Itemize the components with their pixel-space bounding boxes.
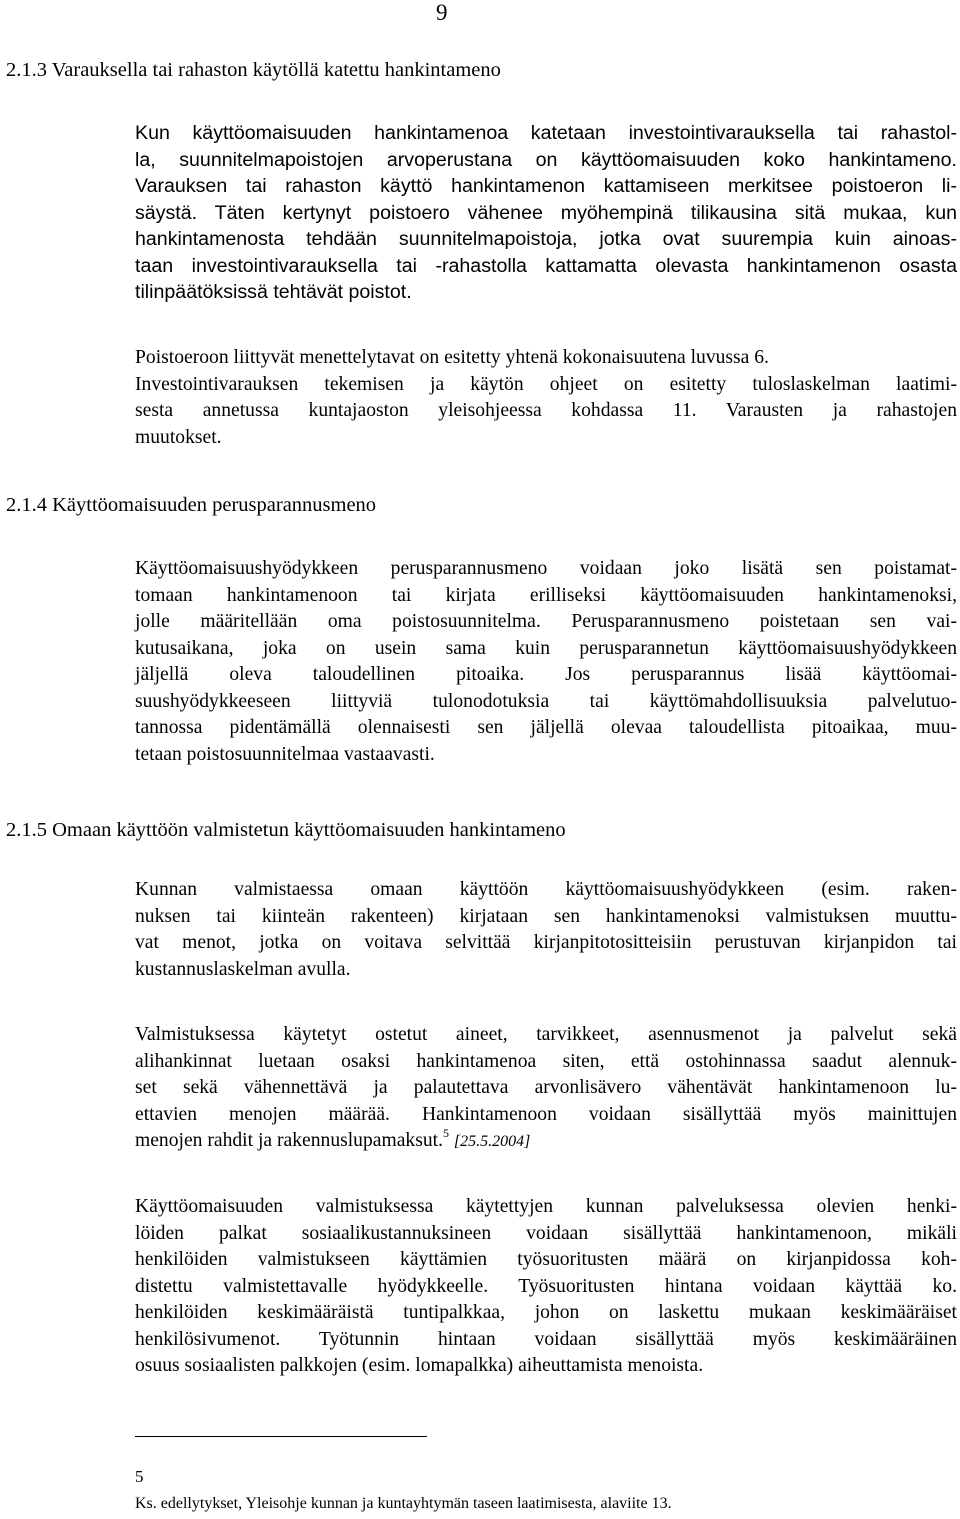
text-line: suushyödykkeeseen liittyviä tulonodotuksia tai käyttömahdollisuuksia palvelutuo- xyxy=(135,690,957,712)
text-line: jolle määritellään oma poistosuunnitelma. Perusparannusmeno poistetaan sen vai- xyxy=(135,611,957,632)
text-line: distettu valmistettavalle hyödykkeelle. Työsuoritusten hintana voidaan käyttää ko. xyxy=(135,1275,957,1297)
text-line: sesta annetussa kuntajaoston yleisohjeessa kohdassa 11. Varausten ja rahastojen xyxy=(135,400,957,421)
text-line: Valmistuksessa käytetyt ostetut aineet, tarvikkeet, asennusmenot ja palvelut sekä xyxy=(135,1024,957,1045)
text-line: jäljellä oleva taloudellinen pitoaika. Jos perusparannus lisää käyttöomai- xyxy=(135,664,957,685)
text-line: Investointivarauksen tekemisen ja käytön ohjeet on esitetty tuloslaskelman laatimi- xyxy=(135,373,957,395)
text-line-with-footnote xyxy=(135,1128,957,1155)
text-line: osuus sosiaalisten palkkojen (esim. lomapalkka) aiheuttamista menoista. xyxy=(135,1355,704,1376)
text-line: henkilöiden keskimääräistä tuntipalkkaa, johon on laskettu mukaan keskimääräiset xyxy=(135,1302,957,1323)
text-line: Kun käyttöomaisuuden hankintamenoa katetaan investointivarauksella tai rahastol- xyxy=(135,122,957,144)
text-line: vat menot, jotka on voitava selvittää kirjanpitotositteisiin perustuvan kirjanpidon tai xyxy=(135,932,957,953)
footnote-divider xyxy=(135,1436,427,1437)
text-line: nuksen tai kiinteän rakenteen) kirjataan sen hankintamenoksi valmistuksen muuttu- xyxy=(135,905,957,927)
text-line: tannossa pidentämällä olennaisesti sen jäljellä olevaa taloudellista pitoaikaa, muu- xyxy=(135,717,957,738)
text-line: alihankinnat luetaan osaksi hankintamenoa siten, että ostohinnassa saadut alennuk- xyxy=(135,1050,957,1072)
section-heading-2-1-4: 2.1.4 Käyttöomaisuuden perusparannusmeno xyxy=(6,494,377,516)
text-line: hankintamenosta tehdään suunnitelmapoistoja, jotka ovat suurempia kuin ainoas- xyxy=(135,228,957,250)
text-line: Käyttöomaisuuden valmistuksessa käytettyjen kunnan palveluksessa olevien henki- xyxy=(135,1196,957,1217)
text-line: Kunnan valmistaessa omaan käyttöön käyttöomaisuushyödykkeen (esim. raken- xyxy=(135,879,957,900)
section-heading-2-1-3: 2.1.3 Varauksella tai rahaston käytöllä katettu hankintameno xyxy=(6,59,501,81)
text-line: muutokset. xyxy=(135,426,222,448)
paragraph-2-1-3-a xyxy=(135,120,957,306)
text-line: tilinpäätöksissä tehtävät poistot. xyxy=(135,281,412,303)
date-reference: [25.5.2004] xyxy=(453,1133,531,1150)
text-line: kustannuslaskelman avulla. xyxy=(135,958,351,980)
section-heading-2-1-5: 2.1.5 Omaan käyttöön valmistetun käyttöomaisuuden hankintameno xyxy=(6,819,566,841)
page-number: 9 xyxy=(436,0,448,25)
text-line: Varauksen tai rahaston käyttö hankintamenon kattamiseen merkitsee poistoeron li- xyxy=(135,175,957,197)
footnote-text: Ks. edellytykset, Yleisohje kunnan ja kuntayhtymän taseen laatimisesta, alaviite 13. xyxy=(135,1495,672,1512)
footnote-reference[interactable]: 5 xyxy=(442,1126,449,1140)
text-line: Poistoeroon liittyvät menettelytavat on esitetty yhtenä kokonaisuutena luvussa 6. xyxy=(135,347,769,368)
text-line: löiden palkat sosiaalikustannuksineen voidaan sisällyttää hankintamenoon, mikäli xyxy=(135,1222,957,1244)
paragraph-2-1-5-c xyxy=(135,1194,957,1380)
text-line: säystä. Täten kertynyt poistoero vähenee myöhempinä tilikausina sitä mukaa, kun xyxy=(135,201,957,224)
text-line: taan investointivarauksella tai -rahastolla kattamatta olevasta hankintamenon osasta xyxy=(135,254,957,277)
paragraph-2-1-4 xyxy=(135,556,957,768)
footnote-number: 5 xyxy=(135,1467,144,1486)
text-line: henkilösivumenot. Työtunnin hintaan voidaan sisällyttää myös keskimääräinen xyxy=(135,1328,957,1350)
text-line: henkilöiden valmistukseen käyttämien työsuoritusten määrä on kirjanpidossa koh- xyxy=(135,1249,957,1270)
paragraph-2-1-5-a xyxy=(135,877,957,983)
text-line: Käyttöomaisuushyödykkeen perusparannusmeno voidaan joko lisätä sen poistamat- xyxy=(135,558,957,579)
text-line: ettavien menojen määrää. Hankintamenoon voidaan sisällyttää myös mainittujen xyxy=(135,1103,957,1125)
text-line: tomaan hankintamenoon tai kirjata erilliseksi käyttöomaisuuden hankintamenoksi, xyxy=(135,584,957,606)
paragraph-2-1-5-b xyxy=(135,1022,957,1155)
text-line: set sekä vähennettävä ja palautettava arvonlisävero vähentävät hankintamenoon lu- xyxy=(135,1077,957,1098)
text-line-segment: menojen rahdit ja rakennuslupamaksut. xyxy=(135,1130,443,1151)
text-line: la, suunnitelmapoistojen arvoperustana on käyttöomaisuuden koko hankintameno. xyxy=(135,148,957,171)
paragraph-2-1-3-b xyxy=(135,345,957,451)
text-line: kutusaikana, joka on usein sama kuin perusparannetun käyttöomaisuushyödykkeen xyxy=(135,637,957,659)
text-line: tetaan poistosuunnitelmaa vastaavasti. xyxy=(135,743,435,765)
